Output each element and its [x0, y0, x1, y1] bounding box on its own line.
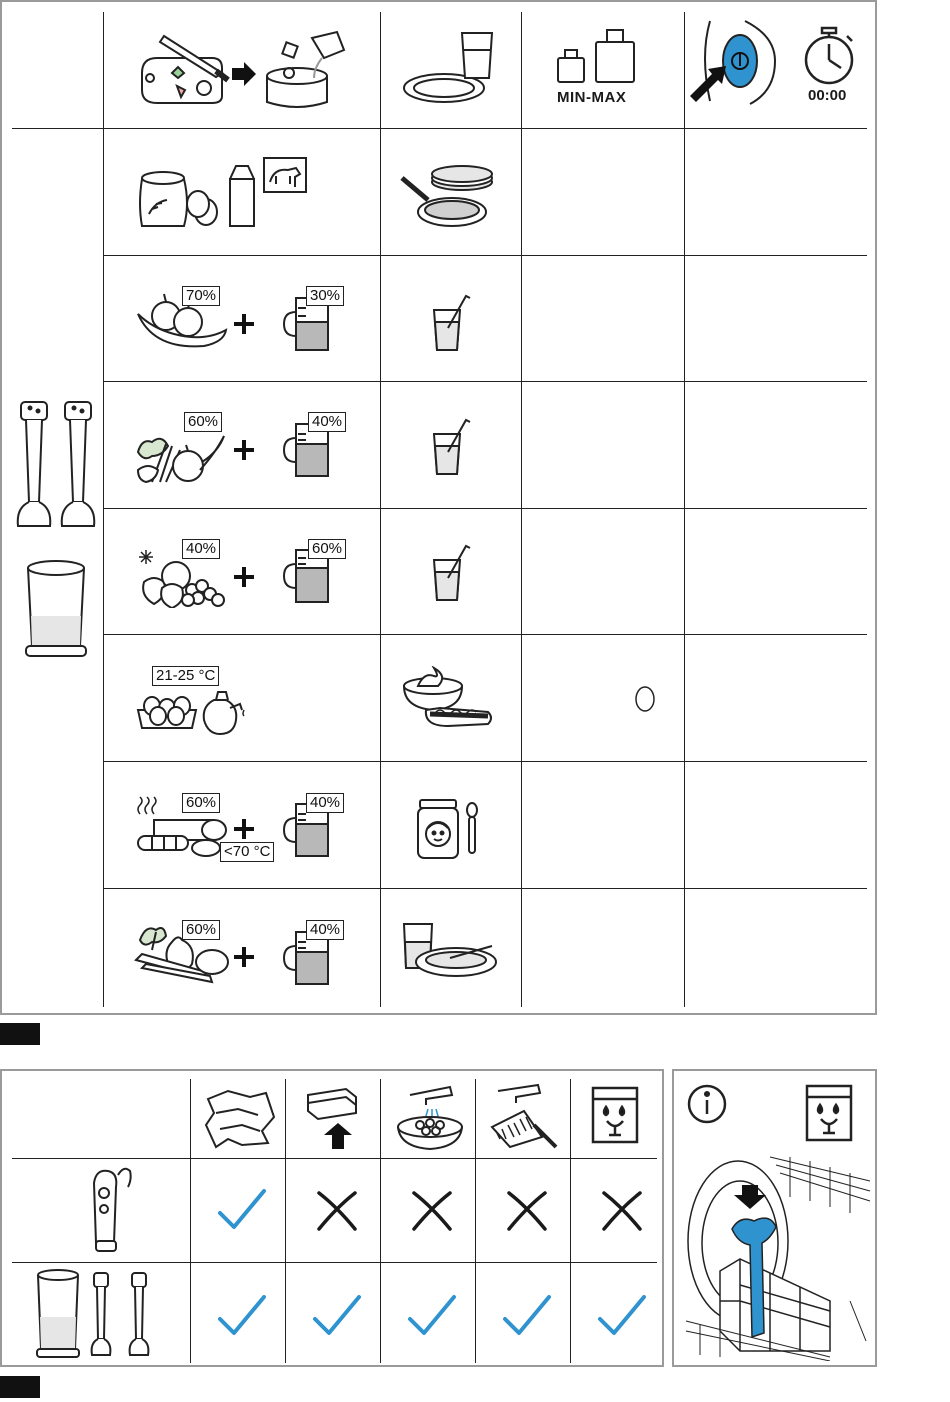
sponge-icon	[298, 1085, 368, 1151]
info-icon	[686, 1083, 728, 1125]
cross-icon	[499, 1183, 555, 1239]
power-button-icon	[690, 16, 790, 106]
weights-min-max-label: MIN-MAX	[557, 89, 627, 106]
dishwasher-icon	[590, 1085, 640, 1145]
temperature-label: 21-25 °C	[152, 666, 219, 686]
dishwasher-basket-icon	[680, 1151, 872, 1361]
plus-icon	[234, 819, 254, 839]
timer-label: 00:00	[808, 87, 847, 104]
vegetables-percent-label: 60%	[184, 412, 222, 432]
plus-icon	[234, 314, 254, 334]
mayonnaise-hotdog-icon	[400, 666, 496, 730]
smoothie-glass-icon	[430, 416, 474, 478]
chop-and-fill-icon	[132, 28, 352, 108]
steam-icon	[136, 796, 158, 816]
blender-feet-icon	[14, 398, 104, 538]
motor-unit-icon	[84, 1163, 140, 1259]
fruit-percent-label: 70%	[182, 286, 220, 306]
soup-plate-icon	[400, 920, 500, 980]
liquid-percent-label: 60%	[308, 539, 346, 559]
stopwatch-icon	[799, 26, 859, 86]
weights-icon	[554, 28, 644, 86]
egg-icon	[634, 685, 656, 713]
plus-icon	[234, 567, 254, 587]
dishwasher-info-panel	[672, 1069, 877, 1367]
brush-wash-icon	[484, 1081, 564, 1153]
check-icon	[214, 1289, 270, 1345]
plus-icon	[234, 440, 254, 460]
pancakes-pan-icon	[400, 164, 500, 234]
beaker-icon	[24, 558, 88, 662]
flour-eggs-milk-icon	[134, 154, 314, 234]
frozen-percent-label: 40%	[182, 539, 220, 559]
cross-icon	[404, 1183, 460, 1239]
liquid-percent-label: 30%	[306, 286, 344, 306]
liquid-percent-label: 40%	[306, 793, 344, 813]
baby-food-temperature-label: <70 °C	[220, 842, 274, 862]
smoothie-glass-icon	[430, 292, 474, 354]
soup-veg-percent-label: 60%	[182, 920, 220, 940]
damp-cloth-icon	[198, 1085, 278, 1151]
baby-food-jar-icon	[416, 796, 486, 862]
dishwasher-icon	[804, 1083, 854, 1143]
check-icon	[309, 1289, 365, 1345]
plate-and-glass-icon	[400, 28, 500, 108]
check-icon	[594, 1289, 650, 1345]
liquid-percent-label: 40%	[308, 412, 346, 432]
check-icon	[499, 1289, 555, 1345]
eggs-oil-icon	[134, 686, 254, 738]
beaker-and-blender-feet-icon	[34, 1267, 164, 1363]
cross-icon	[594, 1183, 650, 1239]
cooked-veg-percent-label: 60%	[182, 793, 220, 813]
sink-wash-icon	[390, 1081, 470, 1153]
cleaning-table	[0, 1069, 664, 1367]
cooked-vegetables-icon	[134, 814, 230, 858]
smoothie-glass-icon	[430, 542, 474, 604]
section-marker	[0, 1023, 40, 1045]
cross-icon	[309, 1183, 365, 1239]
check-icon	[404, 1289, 460, 1345]
section-marker	[0, 1376, 40, 1398]
plus-icon	[234, 947, 254, 967]
liquid-percent-label: 40%	[306, 920, 344, 940]
check-icon	[214, 1183, 270, 1239]
